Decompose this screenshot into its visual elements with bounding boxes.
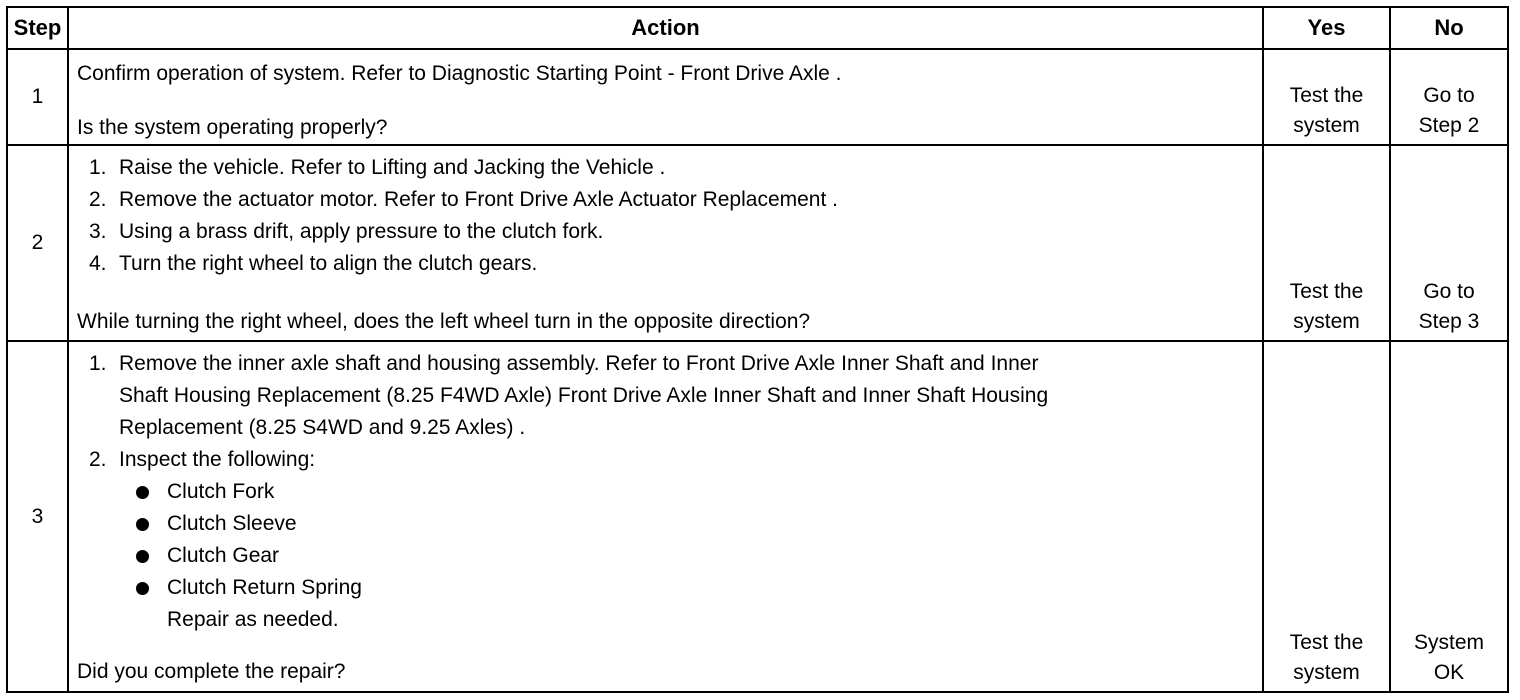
list-item: 4. Turn the right wheel to align the clutch gears.	[89, 252, 538, 275]
action-question: While turning the right wheel, does the left wheel turn in the opposite direction?	[77, 310, 811, 333]
action-question: Is the system operating properly?	[77, 116, 388, 139]
bullet-item: Clutch Fork	[119, 476, 1254, 508]
bullet-item: Clutch Return Spring	[119, 572, 1254, 604]
bullet-item: Clutch Gear	[119, 540, 1254, 572]
bullet-icon	[136, 518, 149, 531]
yes-result: Test the system	[1289, 280, 1364, 333]
bullet-icon	[136, 582, 149, 595]
list-item: 1. Remove the inner axle shaft and housing assembly. Refer to Front Drive Axle Inner Shaft and Inner Shaft Housing Replacement (8.25 F4WD Axle) Front Drive Axle Inner Shaft and Inner Shaft Housing Replacement (8.25 S4WD and 9.25 Axles) .	[89, 352, 1049, 439]
header-action: Action	[68, 7, 1263, 49]
bullet-item: Clutch Sleeve	[119, 508, 1254, 540]
yes-cell	[1263, 145, 1390, 341]
action-cell	[68, 145, 1263, 341]
inspection-list	[119, 476, 1254, 604]
step-number: 3	[7, 341, 68, 692]
list-item: 3. Using a brass drift, apply pressure to the clutch fork.	[89, 220, 604, 243]
action-question: Did you complete the repair?	[77, 660, 346, 683]
no-cell	[1390, 341, 1508, 692]
step-number: 2	[7, 145, 68, 341]
list-item: 2. Remove the actuator motor. Refer to Front Drive Axle Actuator Replacement .	[89, 188, 838, 211]
header-no: No	[1390, 7, 1508, 49]
repair-note: Repair as needed.	[167, 608, 339, 631]
yes-result: Test the system	[1289, 84, 1364, 137]
bullet-icon	[136, 486, 149, 499]
list-item: 1. Raise the vehicle. Refer to Lifting and Jacking the Vehicle .	[89, 156, 666, 179]
header-step: Step	[7, 7, 68, 49]
list-item: 2. Inspect the following:	[89, 448, 316, 471]
no-result: Go to Step 3	[1418, 280, 1480, 333]
procedure-list	[77, 152, 1254, 280]
action-intro: Confirm operation of system. Refer to Diagnostic Starting Point - Front Drive Axle .	[77, 62, 842, 85]
no-result: Go to Step 2	[1418, 84, 1480, 137]
yes-cell	[1263, 341, 1390, 692]
diagnostic-table	[6, 6, 1509, 693]
table-row-step-1	[7, 49, 1508, 145]
procedure-list	[77, 348, 1254, 476]
yes-cell	[1263, 49, 1390, 145]
no-cell	[1390, 145, 1508, 341]
action-cell	[68, 49, 1263, 145]
header-row	[7, 7, 1508, 49]
step-number: 1	[7, 49, 68, 145]
action-cell	[68, 341, 1263, 692]
table-row-step-3	[7, 341, 1508, 692]
table-row-step-2	[7, 145, 1508, 341]
bullet-icon	[136, 550, 149, 563]
yes-result: Test the system	[1289, 631, 1364, 684]
header-yes: Yes	[1263, 7, 1390, 49]
no-cell	[1390, 49, 1508, 145]
no-result: System OK	[1413, 631, 1484, 684]
